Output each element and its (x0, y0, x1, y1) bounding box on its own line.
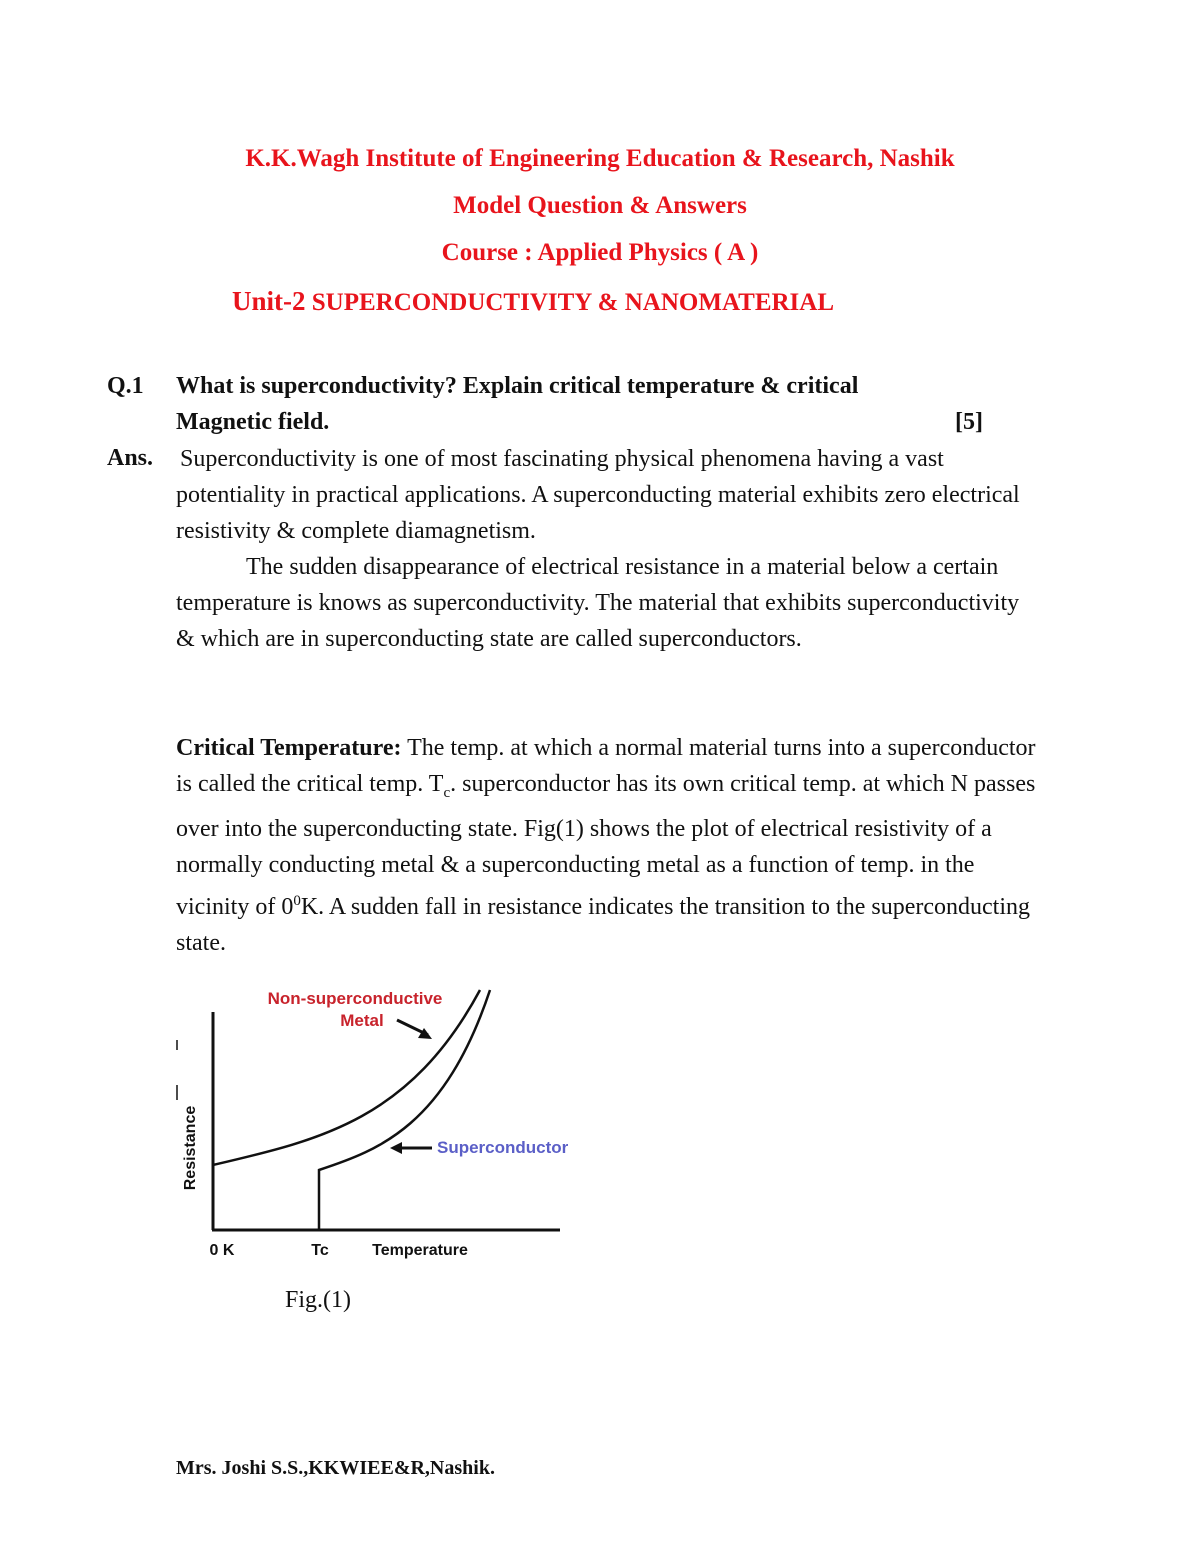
unit-label: Unit-2 (232, 286, 306, 316)
resistance-vs-temperature-figure (170, 980, 590, 1270)
ct-text-2: . superconductor has its own critical temp. at which N passes over into the superconducting state. Fig(1) shows the plot of electrical resistivity of a normally conducting metal & a superconducting metal as a function of temp. in the vicinity of 0 (176, 771, 1036, 920)
unit-heading (232, 286, 834, 318)
figure-caption: Fig.(1) (285, 1287, 351, 1313)
footer-author: Mrs. Joshi S.S.,KKWIEE&R,Nashik. (176, 1457, 495, 1479)
document-type: Model Question & Answers (453, 192, 747, 219)
ct-text-3: K. A sudden fall in resistance indicates the transition to the superconducting state. (176, 893, 1030, 956)
x-tick-tc: Tc (311, 1242, 329, 1259)
x-tick-zero: 0 K (209, 1242, 235, 1259)
critical-temperature-paragraph (176, 730, 1036, 961)
x-axis-label: Temperature (372, 1242, 468, 1259)
critical-temperature-heading: Critical Temperature: (176, 735, 402, 761)
answer-paragraph-2-text: The sudden disappearance of electrical resistance in a material below a certain temperature is knows as superconductivity. The material that exhibits superconductivity & which are in superconducting state are called superconductors. (176, 554, 1020, 652)
question-number: Q.1 (107, 373, 144, 399)
question-marks: [5] (955, 409, 983, 435)
answer-paragraph-2 (176, 549, 1036, 657)
unit-title: SUPERCONDUCTIVITY & NANOMATERIAL (305, 289, 835, 316)
question-text-line1: What is superconductivity? Explain critical temperature & critical (176, 373, 859, 399)
question-text-line2: Magnetic field. (176, 409, 330, 435)
answer-paragraph-1-text: Superconductivity is one of most fascinating physical phenomena having a vast potentiality in practical applications. A superconducting material exhibits zero electrical resistivity & complete diamagnetism. (176, 446, 1020, 544)
metal-label-line2: Metal (340, 1011, 384, 1030)
answer-paragraph-1 (176, 441, 1036, 549)
superconductor-arrowhead (390, 1142, 402, 1154)
y-axis-label: Resistance (182, 1105, 199, 1191)
ct-text-1: The temp. at which a normal material turns into a superconductor is called the critical temp. T (176, 735, 1036, 797)
course-title: Course : Applied Physics ( A ) (441, 239, 759, 266)
ct-superscript: 0 (293, 892, 301, 909)
institute-title: K.K.Wagh Institute of Engineering Education & Research, Nashik (245, 145, 955, 172)
answer-label: Ans. (107, 445, 154, 471)
superconductor-label: Superconductor (437, 1138, 569, 1157)
ct-subscript: c (443, 784, 451, 801)
metal-label-line1: Non-superconductive (267, 989, 443, 1008)
